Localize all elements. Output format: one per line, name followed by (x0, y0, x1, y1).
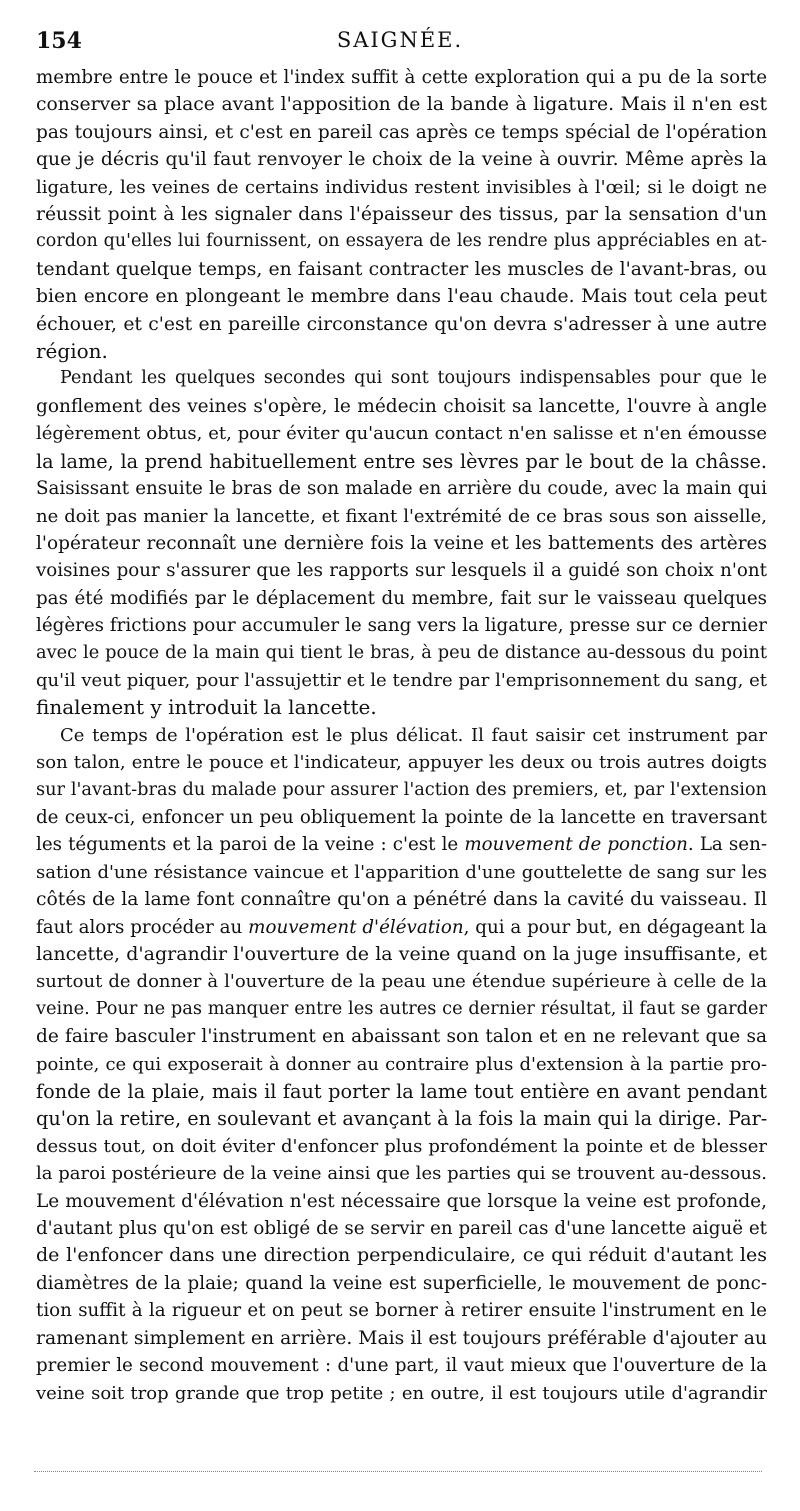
text-line: de faire basculer l'instrument en abaissant son talon et en ne relevant que sa (36, 1026, 767, 1048)
text-line: membre entre le pouce et l'index suffit à cette exploration qui a pu de la sorte (36, 67, 767, 88)
text-line: Le mouvement d'élévation n'est nécessaire que lorsque la veine est profonde, (36, 1190, 767, 1212)
text-line: tendant quelque temps, en faisant contracter les muscles de l'avant-bras, ou (36, 258, 767, 280)
body-text (36, 64, 767, 1407)
text-line: Pendant les quelques secondes qui sont toujours indispensables pour que le (60, 368, 767, 389)
text-line: d'autant plus qu'on est obligé de se servir en pareil cas d'une lancette aiguë et (36, 1218, 767, 1240)
running-title: SAIGNÉE. (336, 28, 464, 52)
text-line: la paroi postérieure de la veine ainsi que les parties qui se trouvent au-dessous. (36, 1163, 767, 1185)
text-line: région. (36, 339, 108, 364)
text-line: premier le second mouvement : d'une part, il vaut mieux que l'ouverture de la (36, 1355, 767, 1377)
text-line: qu'il veut piquer, pour l'assujettir et le tendre par l'emprisonnement du sang, et (36, 669, 767, 691)
text-line: ne doit pas manier la lancette, et fixant l'extrémité de ce bras sous son aisselle, (36, 505, 767, 527)
text-line: pointe, ce qui exposerait à donner au contraire plus d'extension à la partie pro- (36, 1053, 767, 1075)
text-line: conserver sa place avant l'apposition de la bande à ligature. Mais il n'en est (36, 94, 767, 116)
text-line: voisines pour s'assurer que les rapports sur lesquels il a guidé son choix n'ont (36, 560, 767, 582)
text-line: gonflement des veines s'opère, le médecin choisit sa lancette, l'ouvre à angle (36, 395, 767, 417)
text-line: lancette, d'agrandir l'ouverture de la veine quand on la juge insuffisante, et (36, 943, 767, 965)
text-line: sation d'une résistance vaincue et l'apparition d'une gouttelette de sang sur les (36, 861, 767, 883)
text-line: son talon, entre le pouce et l'indicateur, appuyer les deux ou trois autres doigts (36, 752, 767, 774)
text-line: faut alors procéder au mouvement d'élévation, qui a pour but, en dégageant la (36, 916, 767, 938)
text-line: cordon qu'elles lui fournissent, on essayera de les rendre plus appréciables en at- (36, 231, 767, 252)
italic-term: mouvement de ponction (464, 834, 688, 856)
text-line: que je décris qu'il faut renvoyer le choix de la veine à ouvrir. Même après la (36, 149, 767, 171)
text-line: de ceux-ci, enfoncer un peu obliquement la pointe de la lancette en traversant (36, 806, 767, 828)
text-line: surtout de donner à l'ouverture de la peau une étendue supérieure à celle de la (36, 971, 767, 993)
text-line: dessus tout, on doit éviter d'enfoncer plus profondément la pointe et de blesser (36, 1135, 767, 1157)
text-line: ligature, les veines de certains individus restent invisibles à l'œil; si le doigt ne (36, 176, 767, 198)
text-line: finalement y introduit la lancette. (36, 695, 377, 720)
running-head (36, 28, 764, 58)
text-line: qu'on la retire, en soulevant et avançant à la fois la main qui la dirige. Par- (36, 1107, 767, 1131)
text-line: tion suffit à la rigueur et on peut se borner à retirer ensuite l'instrument en le (36, 1300, 767, 1322)
text-line: réussit point à les signaler dans l'épaisseur des tissus, par la sensation d'un (36, 204, 767, 226)
text-line: échouer, et c'est en pareille circonstance qu'on devra s'adresser à une autre (36, 313, 767, 335)
page-number: 154 (36, 28, 82, 54)
text-line: de l'enfoncer dans une direction perpendiculaire, ce qui réduit d'autant les (36, 1244, 767, 1267)
text-line: diamètres de la plaie; quand la veine est superficielle, le mouvement de ponc- (36, 1272, 767, 1294)
text-line: veine soit trop grande que trop petite ; en outre, il est toujours utile d'agrandir (36, 1382, 767, 1404)
text-line: avec le pouce de la main qui tient le bras, à peu de distance au-dessous du point (36, 642, 767, 663)
text-line: bien encore en plongeant le membre dans l'eau chaude. Mais tout cela peut (36, 286, 767, 308)
text-line: fonde de la plaie, mais il faut porter la lame tout entière en avant pendant (36, 1080, 767, 1104)
footer-dotted-rule (34, 1471, 762, 1472)
text-line: sur l'avant-bras du malade pour assurer l'action des premiers, et, par l'extension (36, 779, 767, 800)
text-line: l'opérateur reconnaît une dernière fois la veine et les battements des artères (36, 532, 767, 554)
text-line: les téguments et la paroi de la veine : c'est le mouvement de ponction. La sen- (36, 834, 767, 856)
text-line: veine. Pour ne pas manquer entre les autres ce dernier résultat, il faut se garder (36, 998, 767, 1019)
italic-term: mouvement d'élévation (248, 916, 464, 938)
text-line: côtés de la lame font connaître qu'on a pénétré dans la cavité du vaisseau. Il (36, 889, 767, 911)
text-line: Ce temps de l'opération est le plus délicat. Il faut saisir cet instrument par (60, 724, 767, 746)
text-line: Saisissant ensuite le bras de son malade en arrière du coude, avec la main qui (36, 478, 767, 500)
text-line: pas toujours ainsi, et c'est en pareil cas après ce temps spécial de l'opération (36, 121, 767, 143)
text-line: la lame, la prend habituellement entre ses lèvres par le bout de la châsse. (36, 449, 767, 473)
text-line: pas été modifiés par le déplacement du membre, fait sur le vaisseau quelques (36, 587, 767, 609)
text-line: légères frictions pour accumuler le sang vers la ligature, presse sur ce dernier (36, 615, 767, 637)
text-line: légèrement obtus, et, pour éviter qu'aucun contact n'en salisse et n'en émousse (36, 423, 767, 445)
text-line: ramenant simplement en arrière. Mais il est toujours préférable d'ajouter au (36, 1327, 767, 1349)
